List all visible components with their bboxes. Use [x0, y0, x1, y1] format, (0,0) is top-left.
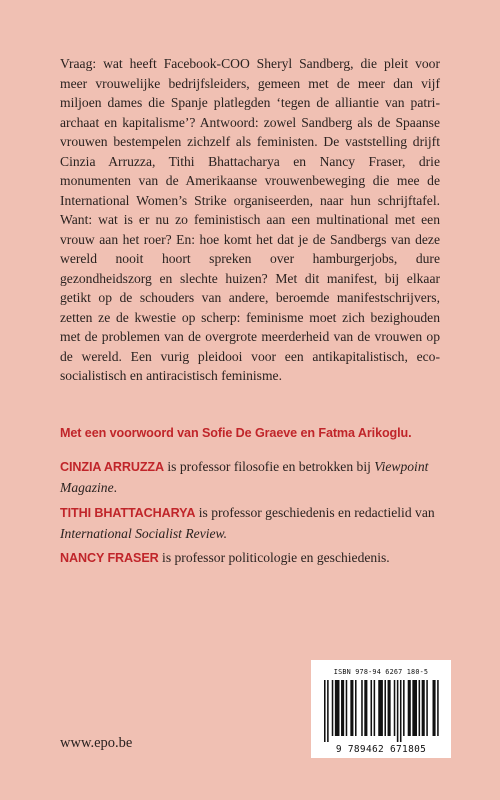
publisher-website: www.epo.be	[60, 735, 133, 751]
author-name: NANCY FRASER	[60, 551, 159, 565]
author-bio-fraser	[60, 548, 445, 569]
author-publication: International Socialist Review.	[60, 525, 227, 541]
author-bio-text: is professor politicologie en geschiedenis.	[158, 550, 390, 565]
author-bio-text: is professor geschiedenis en redactielid van	[195, 505, 435, 520]
author-bio-bhattacharya	[60, 503, 445, 543]
author-name: CINZIA ARRUZZA	[60, 460, 164, 474]
author-bio-tail: .	[113, 479, 118, 495]
foreword-credit: Met een voorwoord van Sofie De Graeve en Fatma Arikoglu.	[60, 426, 412, 440]
isbn-barcode	[311, 660, 451, 758]
isbn-label: ISBN 978-94 6267 180-5	[333, 668, 429, 676]
author-bio-text: is professor filosofie en betrokken bij	[164, 459, 375, 474]
author-publication: Viewpoint Magazine	[60, 459, 429, 495]
barcode-icon	[322, 680, 440, 742]
author-name: TITHI BHATTACHARYA	[60, 506, 196, 520]
back-cover-blurb: Vraag: wat heeft Facebook-COO Sheryl Sandberg, die pleit voor meer vrouwelijke bedrijfsleiders, gemeen met de meer dan vijf miljoen dames die Spanje platlegden ‘tegen de alliantie van patriarchaat en kapitalisme’? Antwoord: zowel Sandberg als de Spaanse vrouwen bestempelen zichzelf als feministen. De vaststelling drijft Cinzia Arruzza, Tithi Bhattacharya en Nancy Fraser, drie monumenten van de Amerikaanse vrouwenbeweging die mee de International Women’s Strike organiseerden, naar hun schrijftafel. Want: wat is er nu zo feministisch aan een multinational met een vrouw aan het roer? En: hoe komt het dat je de Sandbergs van deze wereld nooit hoort spreken over hamburgerjobs, dure gezondheidszorg en slechte huizen? Met dit manifest, bij elkaar getikt op de schouders van andere, beroemde manifestschrijvers, zetten ze de kwestie op scherp: feminisme moet zich bezighouden met de problemen van de overgrote meerderheid van de vrouwen op de wereld. Een vurig pleidooi voor een antikapitalistisch, ecosocialistisch en antiracistisch feminisme.	[60, 56, 440, 383]
barcode-digits: 9 789462 671805	[335, 744, 427, 755]
author-bio-arruzza	[60, 457, 445, 497]
